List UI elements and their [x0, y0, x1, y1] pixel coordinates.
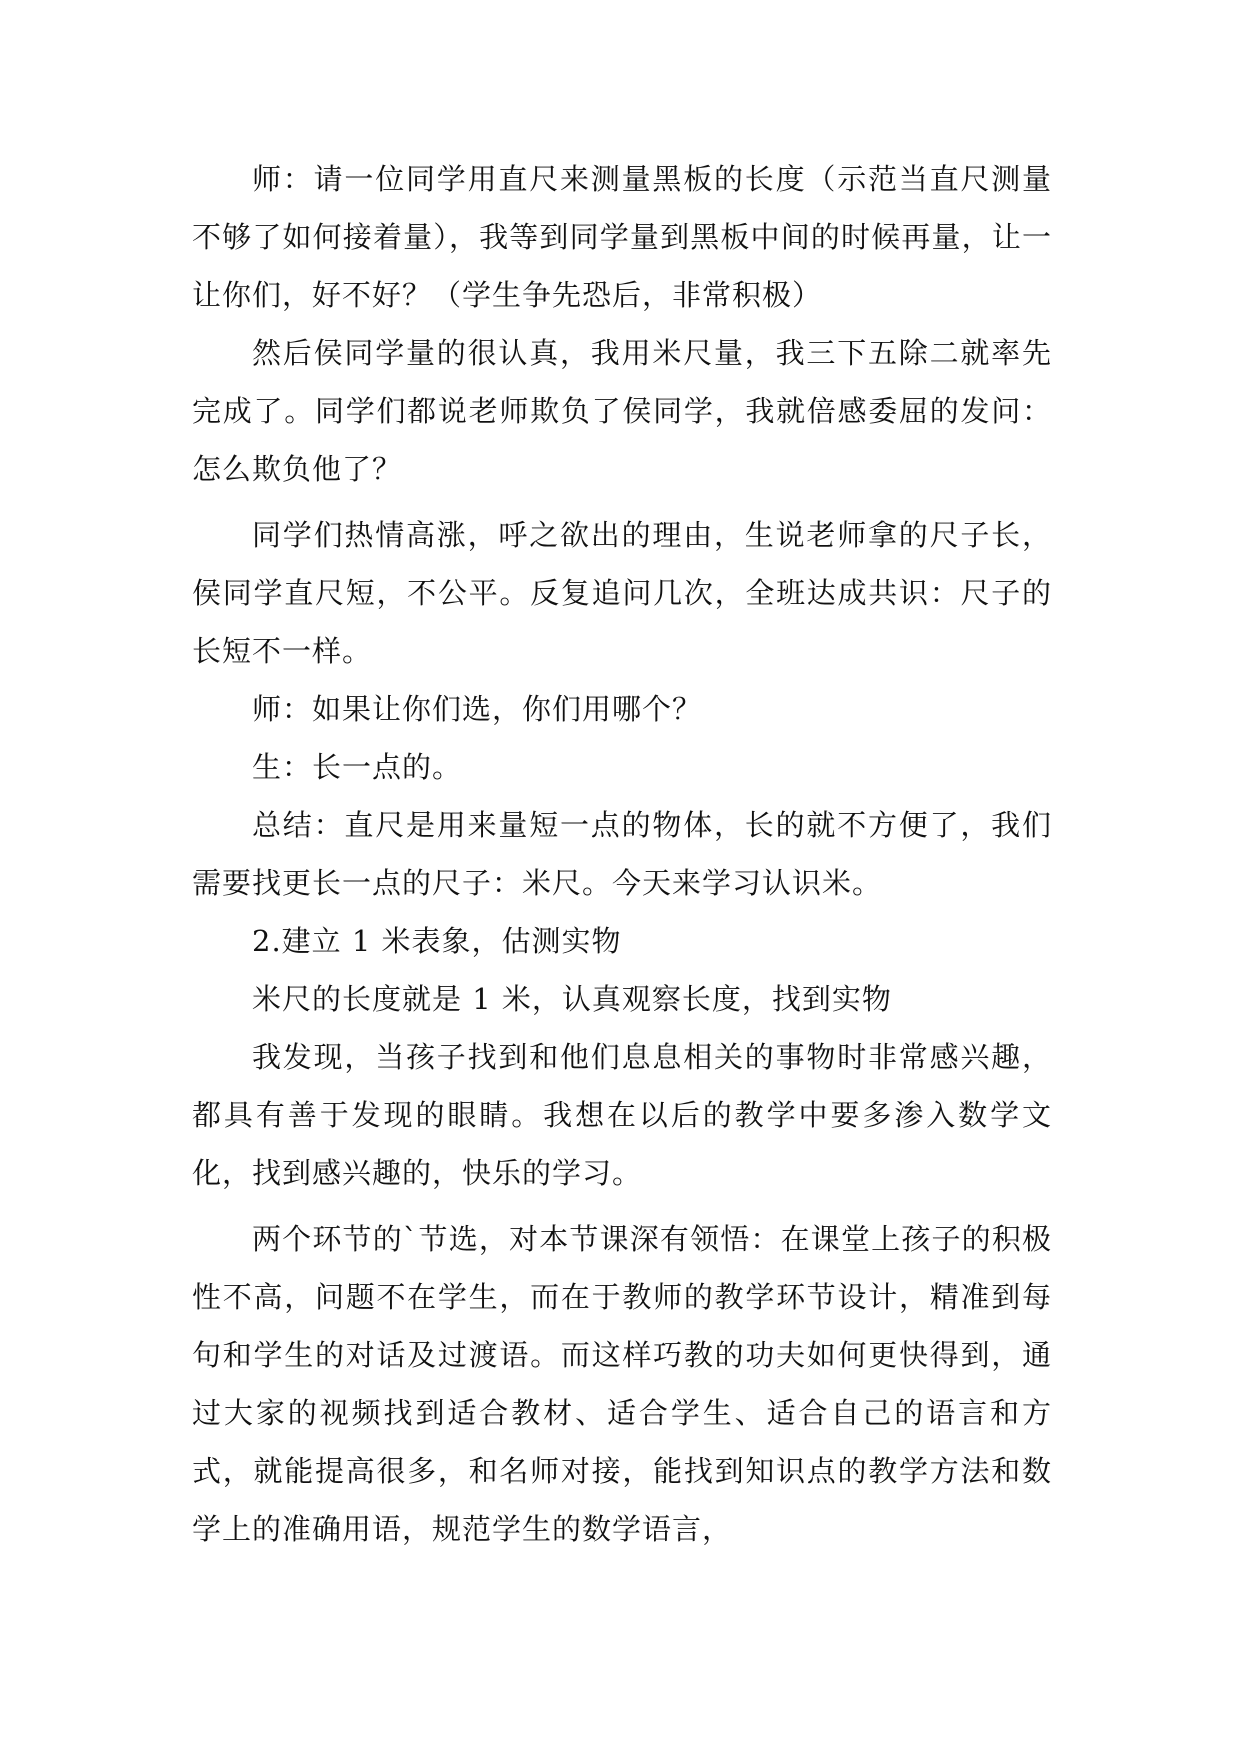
- paragraph-discovery: 我发现，当孩子找到和他们息息相关的事物时非常感兴趣，都具有善于发现的眼睛。我想在以后的教学中要多渗入数学文化，找到感兴趣的，快乐的学习。: [192, 1040, 1052, 1190]
- paragraph-meter-length: 米尺的长度就是 1 米，认真观察长度，找到实物: [252, 982, 892, 1016]
- document-body: [192, 150, 1052, 1558]
- paragraph-summary: 总结：直尺是用来量短一点的物体，长的就不方便了，我们需要找更长一点的尺子：米尺。今天来学习认识米。: [192, 808, 1052, 900]
- paragraph-reflection: 两个环节的`节选，对本节课深有领悟：在课堂上孩子的积极性不高，问题不在学生，而在于教师的教学环节设计，精准到每句和学生的对话及过渡语。而这样巧教的功夫如何更快得到，通过大家的视频找到适合教材、适合学生、适合自己的语言和方式，就能提高很多，和名师对接，能找到知识点的教学方法和数学上的准确用语，规范学生的数学语言，: [192, 1222, 1052, 1546]
- section-heading-meter: 2.建立 1 米表象，估测实物: [252, 924, 622, 958]
- paragraph-students-reason: 同学们热情高涨，呼之欲出的理由，生说老师拿的尺子长，侯同学直尺短，不公平。反复追问几次，全班达成共识：尺子的长短不一样。: [192, 518, 1052, 668]
- paragraph-teacher-ruler: 师：请一位同学用直尺来测量黑板的长度（示范当直尺测量不够了如何接着量），我等到同学量到黑板中间的时候再量，让一让你们，好不好？（学生争先恐后，非常积极）: [192, 162, 1052, 312]
- paragraph-teacher-question: 师：如果让你们选，你们用哪个？: [252, 692, 703, 726]
- paragraph-meter-ruler-race: 然后侯同学量的很认真，我用米尺量，我三下五除二就率先完成了。同学们都说老师欺负了侯同学，我就倍感委屈的发问：怎么欺负他了？: [192, 336, 1052, 486]
- paragraph-student-answer: 生：长一点的。: [252, 750, 463, 784]
